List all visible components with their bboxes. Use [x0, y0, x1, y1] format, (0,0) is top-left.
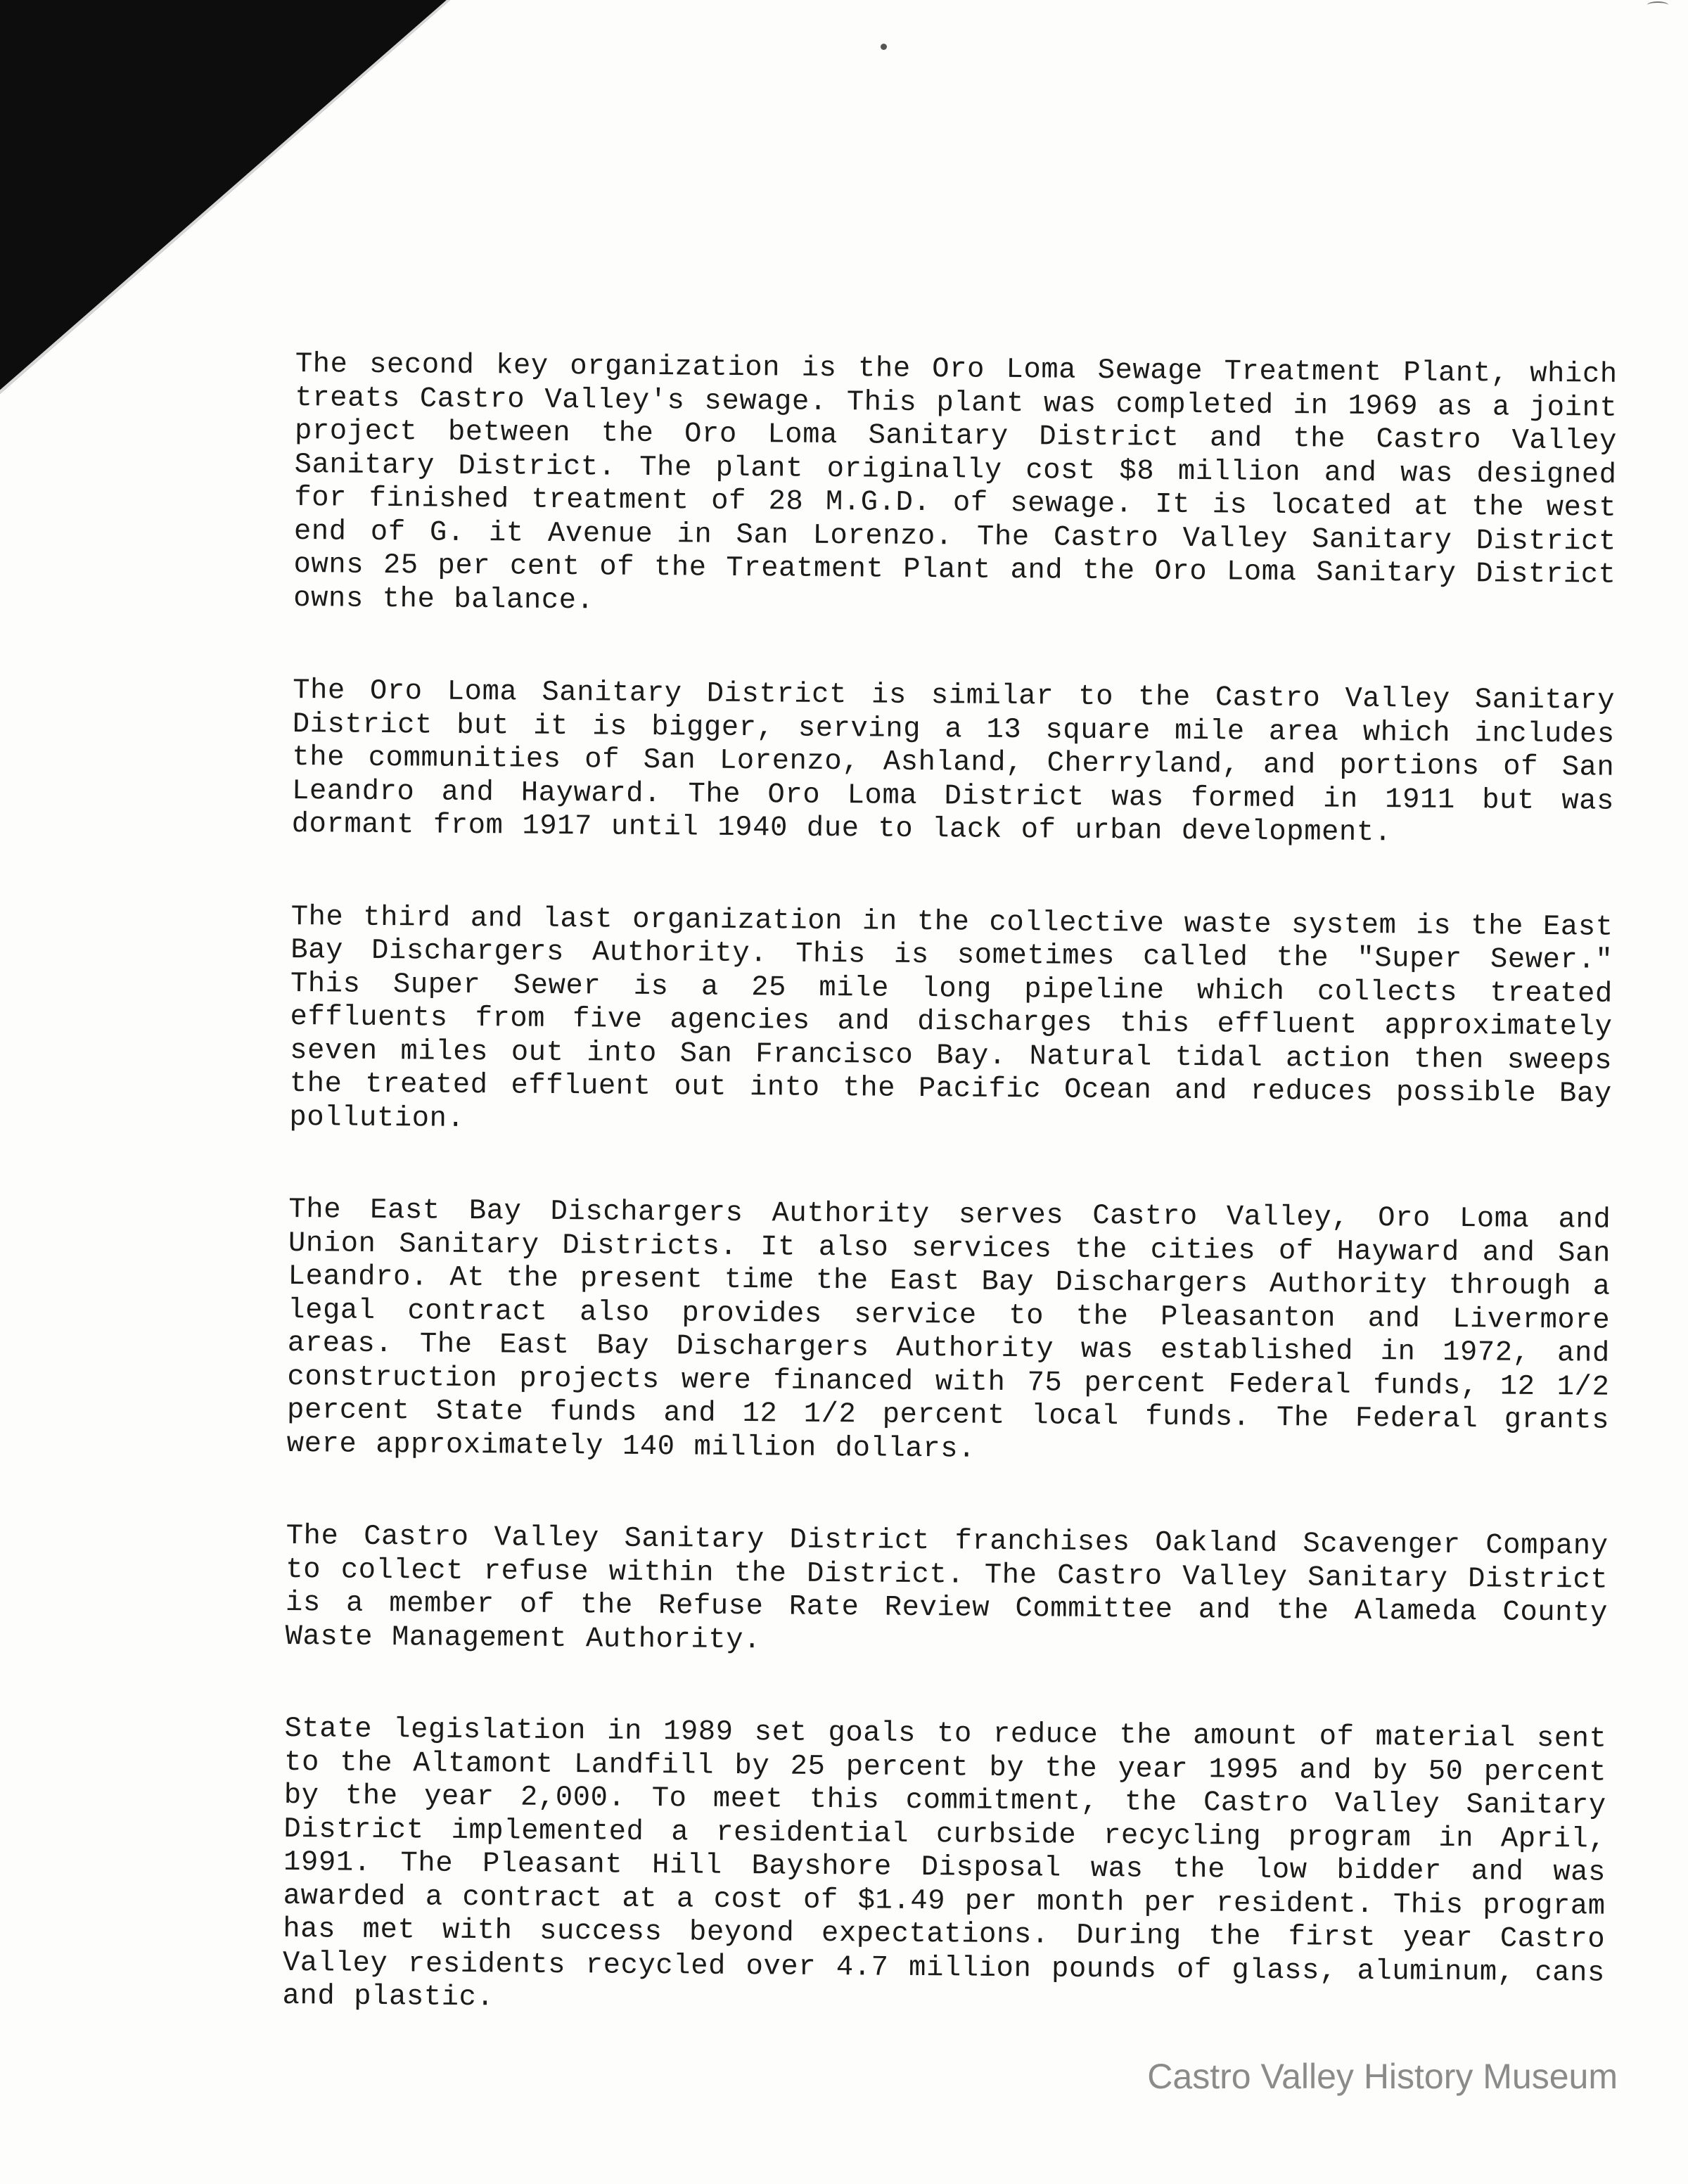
- page-number-fragment: [1647, 1, 1668, 8]
- paragraph-oro-loma-district: The Oro Loma Sanitary District is similar to the Castro Valley Sanitary District but it is bigger, serving a 13 square mile area which includes the communities of San Lorenzo, Ashland, Cherryland, and portions of San Leandro and Hayward. The Oro Loma District was formed in 1911 but was dormant from 1917 until 1940 due to lack of urban development.: [291, 674, 1616, 850]
- paragraph-oro-loma-plant: The second key organization is the Oro Loma Sewage Treatment Plant, which treats Castro Valley's sewage. This plant was completed in 1969 as a joint project between the Oro Loma Sanitary District and the Castro Valley Sanitary District. The plant originally cost $8 million and was designed for finished treatment of 28 M.G.D. of sewage. It is located at the west end of G. it Avenue in San Lorenzo. The Castro Valley Sanitary District owns 25 per cent of the Treatment Plant and the Oro Loma Sanitary District owns the balance.: [293, 348, 1618, 617]
- scan-speck: [881, 44, 887, 50]
- paragraph-refuse-franchise: The Castro Valley Sanitary District franchises Oakland Scavenger Company to collect refuse within the District. The Castro Valley Sanitary District is a member of the Refuse Rate Review Committee and the Alameda County Waste Management Authority.: [285, 1519, 1609, 1656]
- museum-watermark: Castro Valley History Museum: [1147, 2057, 1618, 2096]
- paragraph-recycling-program: State legislation in 1989 set goals to reduce the amount of material sent to the Altamont Landfill by 25 percent by the year 1995 and by 50 percent by the year 2,000. To meet this commitment, the Castro Valley Sanitary District implemented a residential curbside recycling program in April, 1991. The Pleasant Hill Bayshore Disposal was the low bidder and was awarded a contract at a cost of $1.49 per month per resident. This program has met with success beyond expectations. During the first year Castro Valley residents recycled over 4.7 million pounds of glass, aluminum, cans and plastic.: [282, 1712, 1607, 2014]
- document-body: [282, 348, 1618, 2024]
- paragraph-ebda-services: The East Bay Dischargers Authority serves Castro Valley, Oro Loma and Union Sanitary Districts. It also services the cities of Hayward and San Leandro. At the present time the East Bay Dischargers Authority through a legal contract also provides service to the Pleasanton and Livermore areas. The East Bay Dischargers Authority was established in 1972, and construction projects were financed with 75 percent Federal funds, 12 1/2 percent State funds and 12 1/2 percent local funds. The Federal grants were approximately 140 million dollars.: [286, 1193, 1611, 1466]
- paragraph-east-bay-dischargers: The third and last organization in the collective waste system is the East Bay Dischargers Authority. This is sometimes called the "Super Sewer." This Super Sewer is a 25 mile long pipeline which collects treated effluents from five agencies and discharges this effluent approximately seven miles out into San Francisco Bay. Natural tidal action then sweeps the treated effluent out into the Pacific Ocean and reduces possible Bay pollution.: [289, 900, 1613, 1135]
